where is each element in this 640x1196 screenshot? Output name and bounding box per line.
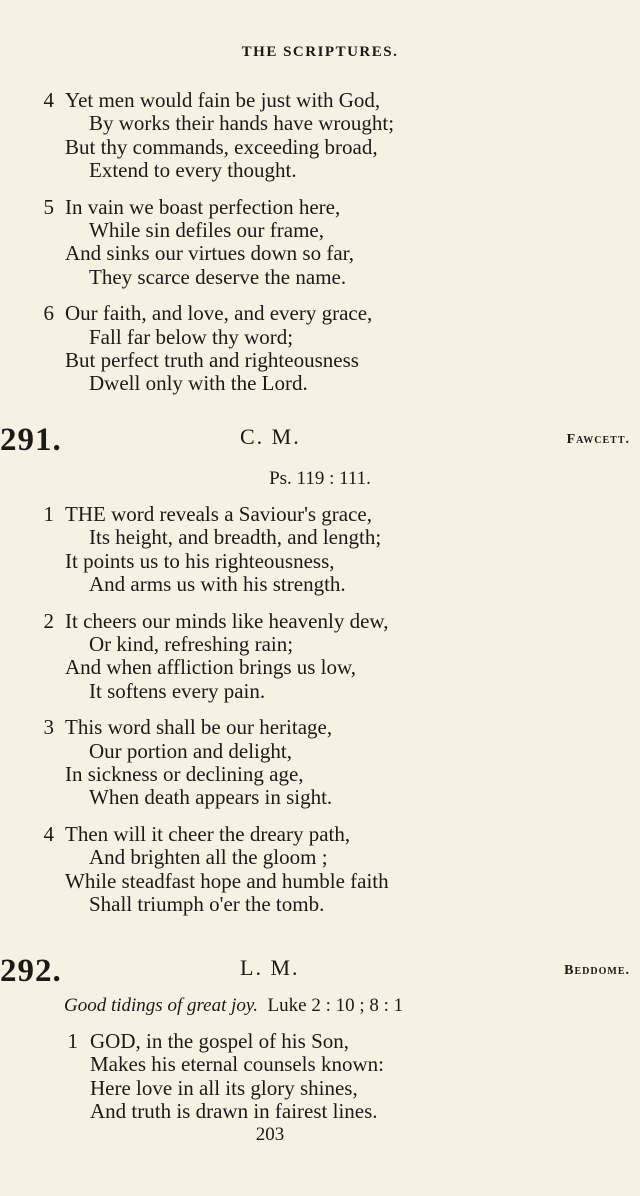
verse-line: Extend to every thought. <box>89 158 297 183</box>
verse-1 <box>0 1030 640 1124</box>
verse-4 <box>0 89 640 183</box>
verse-number: 4 <box>43 821 54 846</box>
verse-5 <box>0 196 640 290</box>
verse-line: While sin defiles our frame, <box>89 218 324 243</box>
hymn-author: Beddome. <box>564 963 630 978</box>
verse-3 <box>0 716 640 810</box>
verse-number: 5 <box>43 194 54 219</box>
verse-line: They scarce deserve the name. <box>89 264 347 289</box>
verse-line: THE word reveals a Saviour's grace, <box>65 502 373 526</box>
verse-line: Or kind, refreshing rain; <box>89 632 294 657</box>
hymn-number: 291. <box>0 422 62 458</box>
hymn-subtitle <box>64 995 403 1017</box>
verse-number: 3 <box>43 715 54 740</box>
prev-hymn-verses <box>0 89 640 409</box>
verse-line: GOD, in the gospel of his Son, <box>90 1029 349 1053</box>
hymn-author: Fawcett. <box>566 432 630 447</box>
verse-line: By works their hands have wrought; <box>89 111 395 136</box>
verse-4 <box>0 823 640 917</box>
subtitle-text: Good tidings of great joy. <box>64 995 259 1016</box>
verse-line: But thy commands, exceeding broad, <box>65 134 378 159</box>
verse-line: It cheers our minds like heavenly dew, <box>65 608 389 633</box>
hymn-292-verses <box>0 1030 640 1137</box>
hymn-291-verses <box>0 503 640 930</box>
verse-line: Yet men would fain be just with God, <box>65 88 381 112</box>
verse-line: And brighten all the gloom ; <box>89 845 328 870</box>
hymn-292-heading <box>0 955 640 989</box>
verse-6 <box>0 302 640 396</box>
verse-line: Our portion and delight, <box>89 738 292 763</box>
verse-line: And sinks our virtues down so far, <box>65 241 355 266</box>
running-head: THE SCRIPTURES. <box>241 44 399 60</box>
verse-line: But perfect truth and righteousness <box>65 348 359 373</box>
verse-line: It softens every pain. <box>89 678 266 703</box>
verse-line: While steadfast hope and humble faith <box>65 868 389 893</box>
verse-line: Here love in all its glory shines, <box>90 1075 358 1100</box>
verse-line: And when affliction brings us low, <box>65 655 357 680</box>
verse-line: Our faith, and love, and every grace, <box>65 301 373 326</box>
verse-number: 1 <box>43 502 54 526</box>
verse-2 <box>0 610 640 704</box>
verse-line: In sickness or declining age, <box>65 762 304 787</box>
verse-line: And arms us with his strength. <box>89 572 346 597</box>
verse-line: Fall far below thy word; <box>89 324 294 349</box>
verse-number: 1 <box>67 1029 78 1053</box>
verse-line: It points us to his righteousness, <box>65 548 335 573</box>
verse-1 <box>0 503 640 597</box>
verse-line: Makes his eternal counsels known: <box>90 1052 384 1077</box>
scripture-reference: Ps. 119 : 111. <box>269 468 371 489</box>
verse-line: When death appears in sight. <box>89 785 333 810</box>
verse-line: Its height, and breadth, and length; <box>89 525 382 550</box>
hymn-number: 292. <box>0 953 62 989</box>
verse-line: Dwell only with the Lord. <box>89 371 308 396</box>
verse-number: 2 <box>43 608 54 633</box>
verse-line: Then will it cheer the dreary path, <box>65 821 351 846</box>
verse-line: This word shall be our heritage, <box>65 715 333 740</box>
verse-line: Shall triumph o'er the tomb. <box>89 892 325 917</box>
hymn-291-heading <box>0 424 640 458</box>
verse-number: 6 <box>43 301 54 326</box>
verse-line: And truth is drawn in fairest lines. <box>90 1099 378 1124</box>
page-number: 203 <box>255 1124 285 1145</box>
verse-number: 4 <box>43 88 54 112</box>
hymn-meter: L. M. <box>240 955 300 980</box>
scripture-reference: Luke 2 : 10 ; 8 : 1 <box>267 995 404 1016</box>
verse-line: In vain we boast perfection here, <box>65 194 341 219</box>
hymn-meter: C. M. <box>240 424 301 449</box>
